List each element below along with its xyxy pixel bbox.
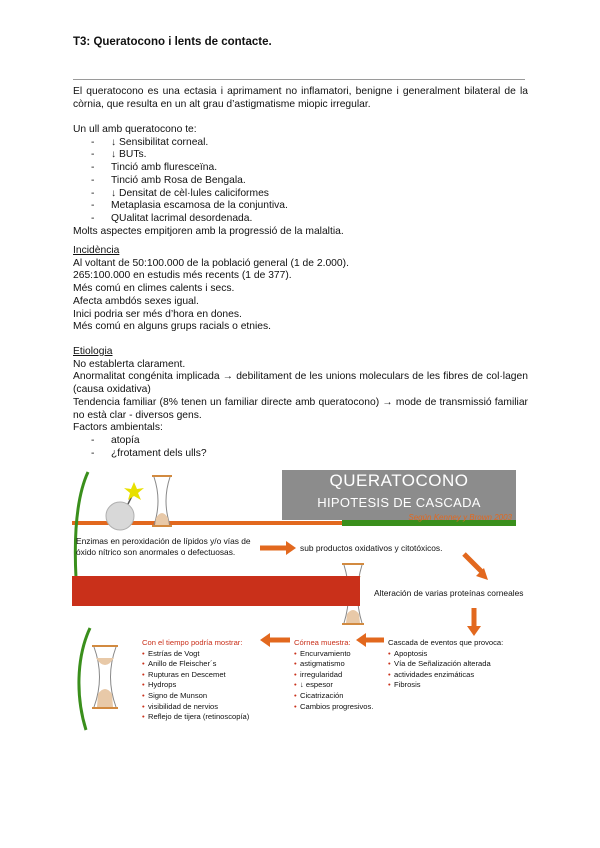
time-title: Con el tiempo podría mostrar: [142,638,243,647]
list-item: - Metaplasia escamosa de la conjuntiva. [91,200,528,213]
list-item: - atopía [91,435,528,448]
list-item: • astigmatismo [294,659,386,670]
green-curve-icon [79,628,90,730]
step3-box: Alteración de varias proteínas corneales [374,588,524,598]
cornea-title: Córnea muestra: [294,638,351,647]
list-item: • Apoptosis [388,649,528,660]
divider [73,79,525,80]
list-item: • irregularidad [294,670,386,681]
incidence-line: Afecta ambdós sexes igual. [73,295,199,307]
cascade-list [388,649,528,691]
cornea-list [294,649,386,713]
time-box [142,638,270,723]
page-title: T3: Queratocono i lents de contacte. [73,36,272,48]
list-item: • Anillo de Fleischer´s [142,659,270,670]
list-item: • Fibrosis [388,680,528,691]
list-item: • Cambios progresivos. [294,702,386,713]
eye-closing: Molts aspectes empitjoren amb la progressió de la malaltia. [73,225,344,237]
intro-paragraph [73,86,528,111]
list-item: • Estrías de Vogt [142,649,270,660]
list-item: - ↓ BUTs. [91,149,528,162]
list-item: • ↓ espesor [294,680,386,691]
incidence-line: Inici podria ser més d’hora en dones. [73,308,242,320]
etiology-section [73,346,528,460]
list-item: - QUalitat lacrimal desordenada. [91,213,528,226]
hourglass-icon [92,646,118,708]
hourglass-icon [152,476,172,526]
etiology-heading: Etiologia [73,346,113,357]
list-item: - Tinció amb Rosa de Bengala. [91,175,528,188]
cascade-title: Cascada de eventos que provoca: [388,638,504,647]
time-list [142,649,270,723]
list-item: - ↓ Densitat de cèl·lules caliciformes [91,188,528,201]
list-item: - ¿frotament dels ulls? [91,448,528,461]
step2-box: sub productos oxidativos y citotóxicos. [300,543,443,553]
incidence-line: Al voltant de 50:100.000 de la població general (1 de 2.000). [73,257,349,269]
incidence-line: Més comú en alguns grups racials o etnies. [73,321,272,333]
list-item: • Cicatrización [294,691,386,702]
red-bar [72,576,360,606]
etiology-line: Anormalitat congénita implicada → debilitament de les unions moleculars de les fibres de col·lagen (causa oxidativa) [73,371,528,396]
figure-author: Según Kenney y Brown 2003 [408,513,512,522]
etiology-line: Tendencia familiar (8% tenen un familiar directe amb queratocono) → mode de transmissió familiar no està clar - diversos gens. [73,396,528,421]
eye-section [73,124,528,238]
figure-subtitle: HIPOTESIS DE CASCADA [317,495,481,510]
list-item: • Vía de Señalización alterada [388,659,528,670]
env-list [73,435,528,460]
incidence-line: Més comú en climes calents i secs. [73,283,235,295]
list-item: - ↓ Sensibilitat corneal. [91,137,528,150]
incidence-line: 265:100.000 en estudis més recents (1 de 377). [73,270,292,282]
eye-list [73,137,528,226]
incidence-heading: Incidència [73,245,120,256]
arrow-icon [464,554,488,580]
bomb-icon [106,482,144,530]
list-item: - Tinció amb fluresceïna. [91,162,528,175]
list-item: • Encurvamiento [294,649,386,660]
green-curve-icon [75,472,88,578]
list-item: • Rupturas en Descemet [142,670,270,681]
incidence-section [73,245,528,334]
list-item: • Signo de Munson [142,691,270,702]
step1-box: Enzimas en peroxidación de lípidos y/o vías de óxido nítrico son anormales o defectuosas. [76,536,251,557]
figure-title: QUERATOCONO [329,471,469,490]
intro-text: El queratocono es una ectasia i aprimament no inflamatori, benigne i generalment bilateral de la còrnia, que resulta en un alt grau d’astigmatisme miopic irregular. [73,86,528,110]
etiology-line: No establerta clarament. [73,358,186,370]
eye-lead: Un ull amb queratocono te: [73,124,197,135]
arrow-icon [467,608,481,636]
list-item: • actividades enzimáticas [388,670,528,681]
cascade-box [388,638,528,691]
etiology-line: Factors ambientals: [73,422,163,434]
list-item: • Reflejo de tijera (retinoscopía) [142,712,270,723]
list-item: • Hydrops [142,680,270,691]
cornea-box [294,638,386,712]
list-item: • visibilidad de nervios [142,702,270,713]
cascade-figure [72,468,528,742]
